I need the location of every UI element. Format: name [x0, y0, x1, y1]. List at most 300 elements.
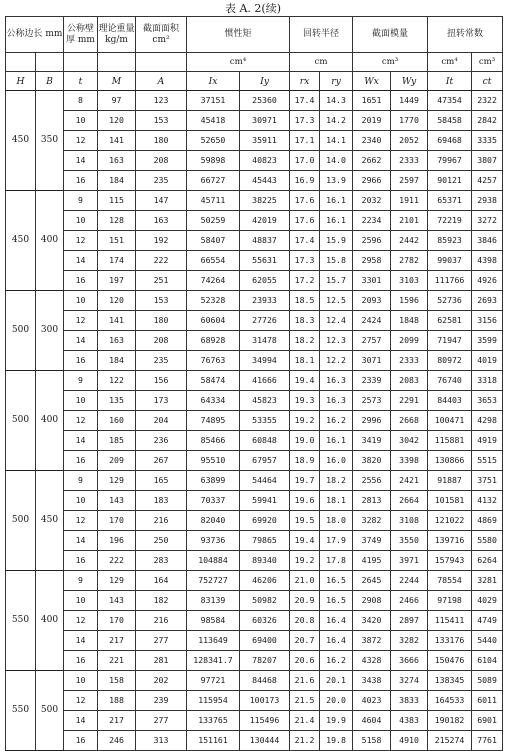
table-cell: 16.5: [320, 571, 353, 591]
table-cell: 10: [64, 671, 98, 691]
table-cell: 3301: [353, 271, 391, 291]
table-cell: 2556: [353, 471, 391, 491]
table-cell: 41666: [240, 371, 290, 391]
table-cell: 2442: [391, 231, 428, 251]
table-row: [6, 191, 503, 211]
header-unit-blank: [136, 53, 187, 72]
table-cell: 2938: [472, 191, 503, 211]
header-symbol: H: [6, 72, 36, 91]
table-cell: 3438: [353, 671, 391, 691]
table-cell: 16: [64, 551, 98, 571]
table-cell: 18.1: [290, 351, 320, 371]
table-cell: 2093: [353, 291, 391, 311]
table-cell: 9: [64, 471, 98, 491]
table-cell: 12.4: [320, 311, 353, 331]
table-cell: 3398: [391, 451, 428, 471]
table-row: [6, 471, 503, 491]
header-unit-blank: [36, 53, 64, 72]
table-cell: 3281: [472, 571, 503, 591]
table-cell: 236: [136, 431, 187, 451]
table-cell: 153: [136, 111, 187, 131]
cell-nominal-b: 350: [36, 91, 64, 191]
table-cell: 2234: [353, 211, 391, 231]
table-cell: 2466: [391, 591, 428, 611]
table-cell: 130444: [240, 731, 290, 751]
table-cell: 2101: [391, 211, 428, 231]
table-cell: 121022: [428, 511, 472, 531]
table-cell: 16: [64, 651, 98, 671]
table-cell: 34994: [240, 351, 290, 371]
table-cell: 122: [98, 371, 136, 391]
table-cell: 67957: [240, 451, 290, 471]
table-cell: 115496: [240, 711, 290, 731]
table-cell: 66554: [187, 251, 240, 271]
table-cell: 221: [98, 651, 136, 671]
table-cell: 138345: [428, 671, 472, 691]
table-cell: 12.2: [320, 351, 353, 371]
table-cell: 2244: [391, 571, 428, 591]
table-cell: 101581: [428, 491, 472, 511]
table-cell: 17.6: [290, 211, 320, 231]
table-cell: 129: [98, 571, 136, 591]
table-cell: 78554: [428, 571, 472, 591]
table-cell: 3872: [353, 631, 391, 651]
table-cell: 17.8: [320, 551, 353, 571]
table-cell: 17.3: [290, 111, 320, 131]
table-cell: 65371: [428, 191, 472, 211]
table-cell: 3846: [472, 231, 503, 251]
table-cell: 5580: [472, 531, 503, 551]
table-cell: 209: [98, 451, 136, 471]
table-cell: 83139: [187, 591, 240, 611]
cell-nominal-h: 450: [6, 191, 36, 291]
table-cell: 2032: [353, 191, 391, 211]
table-cell: 156: [136, 371, 187, 391]
table-cell: 19.3: [290, 391, 320, 411]
table-cell: 16.0: [320, 451, 353, 471]
table-cell: 50982: [240, 591, 290, 611]
table-cell: 216: [136, 611, 187, 631]
table-cell: 16.1: [320, 191, 353, 211]
table-cell: 752727: [187, 571, 240, 591]
table-cell: 10: [64, 591, 98, 611]
table-cell: 164: [136, 571, 187, 591]
table-cell: 15.8: [320, 251, 353, 271]
table-cell: 59941: [240, 491, 290, 511]
table-row: [6, 431, 503, 451]
cell-nominal-b: 450: [36, 471, 64, 571]
table-cell: 76763: [187, 351, 240, 371]
table-cell: 74264: [187, 271, 240, 291]
table-row: [6, 131, 503, 151]
table-cell: 16.1: [320, 211, 353, 231]
table-row: [6, 711, 503, 731]
cell-nominal-b: 400: [36, 571, 64, 671]
table-row: [6, 591, 503, 611]
table-cell: 14.3: [320, 91, 353, 111]
header-unit-ct: cm³: [472, 53, 503, 72]
table-cell: 16: [64, 271, 98, 291]
table-row: [6, 731, 503, 751]
table-cell: 2908: [353, 591, 391, 611]
table-cell: 5440: [472, 631, 503, 651]
cell-nominal-h: 450: [6, 91, 36, 191]
table-cell: 12: [64, 411, 98, 431]
table-cell: 5515: [472, 451, 503, 471]
header-symbol: Iy: [240, 72, 290, 91]
table-cell: 12: [64, 311, 98, 331]
table-cell: 2099: [391, 331, 428, 351]
table-cell: 222: [136, 251, 187, 271]
table-cell: 184: [98, 171, 136, 191]
table-cell: 58407: [187, 231, 240, 251]
table-cell: 143: [98, 591, 136, 611]
table-cell: 20.9: [290, 591, 320, 611]
table-cell: 163: [98, 331, 136, 351]
table-row: [6, 331, 503, 351]
table-cell: 48837: [240, 231, 290, 251]
table-cell: 2019: [353, 111, 391, 131]
table-cell: 164533: [428, 691, 472, 711]
table-row: [6, 611, 503, 631]
table-cell: 3807: [472, 151, 503, 171]
table-cell: 3419: [353, 431, 391, 451]
section-properties-table: [5, 16, 503, 751]
table-cell: 79967: [428, 151, 472, 171]
table-cell: 98584: [187, 611, 240, 631]
table-cell: 204: [136, 411, 187, 431]
table-cell: 16.5: [320, 591, 353, 611]
table-cell: 60604: [187, 311, 240, 331]
table-cell: 16: [64, 171, 98, 191]
table-cell: 84403: [428, 391, 472, 411]
header-nominal-side: 公称边长 mm: [6, 17, 64, 53]
table-cell: 235: [136, 351, 187, 371]
table-cell: 76740: [428, 371, 472, 391]
table-cell: 17.3: [290, 251, 320, 271]
table-cell: 4869: [472, 511, 503, 531]
table-cell: 141: [98, 311, 136, 331]
header-torsion-constant: 扭转常数: [428, 17, 503, 53]
cell-nominal-h: 550: [6, 671, 36, 751]
table-cell: 14.2: [320, 111, 353, 131]
table-cell: 2340: [353, 131, 391, 151]
table-row: [6, 411, 503, 431]
table-cell: 72219: [428, 211, 472, 231]
table-cell: 82040: [187, 511, 240, 531]
table-cell: 216: [136, 511, 187, 531]
table-cell: 50259: [187, 211, 240, 231]
table-row: [6, 371, 503, 391]
table-cell: 133765: [187, 711, 240, 731]
table-cell: 58458: [428, 111, 472, 131]
table-cell: 19.0: [290, 431, 320, 451]
table-cell: 45711: [187, 191, 240, 211]
table-cell: 2333: [391, 351, 428, 371]
table-cell: 85923: [428, 231, 472, 251]
table-cell: 3599: [472, 331, 503, 351]
table-cell: 4926: [472, 271, 503, 291]
table-cell: 16.9: [290, 171, 320, 191]
table-cell: 12: [64, 691, 98, 711]
table-cell: 143: [98, 491, 136, 511]
table-cell: 54464: [240, 471, 290, 491]
table-cell: 115411: [428, 611, 472, 631]
table-cell: 4257: [472, 171, 503, 191]
table-cell: 1911: [391, 191, 428, 211]
table-cell: 59898: [187, 151, 240, 171]
table-cell: 208: [136, 331, 187, 351]
table-cell: 165: [136, 471, 187, 491]
table-cell: 2996: [353, 411, 391, 431]
table-cell: 14.0: [320, 151, 353, 171]
table-cell: 85466: [187, 431, 240, 451]
table-cell: 12.5: [320, 291, 353, 311]
table-cell: 170: [98, 511, 136, 531]
table-cell: 15.7: [320, 271, 353, 291]
header-symbol: Ix: [187, 72, 240, 91]
table-cell: 18.0: [320, 511, 353, 531]
table-cell: 70337: [187, 491, 240, 511]
header-row-names: [6, 17, 503, 53]
table-cell: 133176: [428, 631, 472, 651]
table-cell: 188: [98, 691, 136, 711]
table-cell: 68928: [187, 331, 240, 351]
table-cell: 10: [64, 211, 98, 231]
table-cell: 120: [98, 291, 136, 311]
table-cell: 37151: [187, 91, 240, 111]
table-cell: 64334: [187, 391, 240, 411]
table-cell: 111766: [428, 271, 472, 291]
table-cell: 19.8: [320, 731, 353, 751]
table-cell: 115881: [428, 431, 472, 451]
table-cell: 31478: [240, 331, 290, 351]
table-cell: 78207: [240, 651, 290, 671]
table-cell: 3420: [353, 611, 391, 631]
table-cell: 97: [98, 91, 136, 111]
table-cell: 170: [98, 611, 136, 631]
table-cell: 1770: [391, 111, 428, 131]
table-cell: 60326: [240, 611, 290, 631]
table-cell: 16.1: [320, 431, 353, 451]
table-row: [6, 491, 503, 511]
table-cell: 18.1: [320, 491, 353, 511]
table-cell: 6011: [472, 691, 503, 711]
table-cell: 130866: [428, 451, 472, 471]
table-cell: 8: [64, 91, 98, 111]
table-cell: 208: [136, 151, 187, 171]
table-cell: 71947: [428, 331, 472, 351]
table-cell: 139716: [428, 531, 472, 551]
table-cell: 53355: [240, 411, 290, 431]
table-cell: 3156: [472, 311, 503, 331]
table-cell: 2668: [391, 411, 428, 431]
table-cell: 128: [98, 211, 136, 231]
table-cell: 4919: [472, 431, 503, 451]
table-row: [6, 651, 503, 671]
table-cell: 21.4: [290, 711, 320, 731]
table-cell: 151: [98, 231, 136, 251]
table-cell: 20.8: [290, 611, 320, 631]
table-row: [6, 351, 503, 371]
table-cell: 45823: [240, 391, 290, 411]
table-cell: 2333: [391, 151, 428, 171]
table-cell: 10: [64, 391, 98, 411]
table-cell: 17.4: [290, 231, 320, 251]
table-cell: 69920: [240, 511, 290, 531]
table-cell: 17.2: [290, 271, 320, 291]
table-cell: 2291: [391, 391, 428, 411]
table-cell: 281: [136, 651, 187, 671]
table-cell: 3550: [391, 531, 428, 551]
table-cell: 2596: [353, 231, 391, 251]
table-cell: 3971: [391, 551, 428, 571]
table-cell: 157943: [428, 551, 472, 571]
table-cell: 52736: [428, 291, 472, 311]
table-row: [6, 151, 503, 171]
table-cell: 222: [98, 551, 136, 571]
table-cell: 14: [64, 711, 98, 731]
header-unit-inertia: cm⁴: [187, 53, 290, 72]
table-cell: 9: [64, 571, 98, 591]
table-cell: 4604: [353, 711, 391, 731]
table-cell: 4383: [391, 711, 428, 731]
table-cell: 21.6: [290, 671, 320, 691]
table-cell: 202: [136, 671, 187, 691]
table-cell: 6104: [472, 651, 503, 671]
table-cell: 128341.7: [187, 651, 240, 671]
header-symbol: rx: [290, 72, 320, 91]
table-cell: 196: [98, 531, 136, 551]
table-cell: 129: [98, 471, 136, 491]
table-row: [6, 211, 503, 231]
table-cell: 38225: [240, 191, 290, 211]
cell-nominal-b: 400: [36, 371, 64, 471]
cell-nominal-b: 300: [36, 291, 64, 371]
table-cell: 3071: [353, 351, 391, 371]
header-symbol: ry: [320, 72, 353, 91]
header-unit-blank: [6, 53, 36, 72]
table-row: [6, 671, 503, 691]
header-row-symbols: [6, 72, 503, 91]
table-cell: 2662: [353, 151, 391, 171]
table-cell: 1848: [391, 311, 428, 331]
table-cell: 3751: [472, 471, 503, 491]
cell-nominal-h: 500: [6, 371, 36, 471]
table-cell: 3749: [353, 531, 391, 551]
table-cell: 5089: [472, 671, 503, 691]
table-cell: 19.9: [320, 711, 353, 731]
table-cell: 95510: [187, 451, 240, 471]
header-moment-of-inertia: 惯性矩: [187, 17, 290, 53]
table-cell: 10: [64, 111, 98, 131]
table-cell: 3653: [472, 391, 503, 411]
table-cell: 2339: [353, 371, 391, 391]
header-unit-blank: [64, 53, 98, 72]
table-cell: 123: [136, 91, 187, 111]
table-cell: 3318: [472, 371, 503, 391]
table-row: [6, 231, 503, 251]
table-cell: 45443: [240, 171, 290, 191]
table-cell: 12: [64, 611, 98, 631]
table-cell: 153: [136, 291, 187, 311]
table-cell: 100173: [240, 691, 290, 711]
header-unit-modulus: cm³: [353, 53, 428, 72]
table-cell: 16: [64, 731, 98, 751]
table-cell: 2083: [391, 371, 428, 391]
table-cell: 19.7: [290, 471, 320, 491]
table-cell: 14: [64, 531, 98, 551]
table-cell: 180: [136, 311, 187, 331]
table-row: [6, 691, 503, 711]
table-cell: 12: [64, 511, 98, 531]
table-cell: 2664: [391, 491, 428, 511]
table-cell: 14: [64, 251, 98, 271]
table-cell: 19.4: [290, 531, 320, 551]
table-cell: 12: [64, 231, 98, 251]
table-cell: 3042: [391, 431, 428, 451]
table-cell: 7761: [472, 731, 503, 751]
table-cell: 10: [64, 491, 98, 511]
cell-nominal-h: 500: [6, 291, 36, 371]
table-cell: 19.2: [290, 411, 320, 431]
header-symbol: A: [136, 72, 187, 91]
table-cell: 4328: [353, 651, 391, 671]
table-cell: 182: [136, 591, 187, 611]
table-cell: 2966: [353, 171, 391, 191]
table-cell: 18.3: [290, 311, 320, 331]
table-row: [6, 111, 503, 131]
header-unit-it: cm⁴: [428, 53, 472, 72]
table-cell: 16.4: [320, 631, 353, 651]
table-cell: 20.0: [320, 691, 353, 711]
table-cell: 100471: [428, 411, 472, 431]
table-cell: 158: [98, 671, 136, 691]
table-cell: 20.7: [290, 631, 320, 651]
table-cell: 16.3: [320, 371, 353, 391]
table-cell: 192: [136, 231, 187, 251]
table-cell: 3103: [391, 271, 428, 291]
table-cell: 46206: [240, 571, 290, 591]
table-cell: 1651: [353, 91, 391, 111]
table-cell: 1596: [391, 291, 428, 311]
table-cell: 84468: [240, 671, 290, 691]
table-cell: 197: [98, 271, 136, 291]
table-cell: 3282: [391, 631, 428, 651]
table-cell: 69400: [240, 631, 290, 651]
table-cell: 45418: [187, 111, 240, 131]
table-cell: 16.2: [320, 651, 353, 671]
table-cell: 52328: [187, 291, 240, 311]
table-cell: 6901: [472, 711, 503, 731]
table-cell: 21.0: [290, 571, 320, 591]
table-row: [6, 291, 503, 311]
table-cell: 4298: [472, 411, 503, 431]
table-cell: 2645: [353, 571, 391, 591]
table-cell: 18.2: [320, 471, 353, 491]
table-cell: 90121: [428, 171, 472, 191]
table-cell: 250: [136, 531, 187, 551]
header-section-modulus: 截面模量: [353, 17, 428, 53]
cell-nominal-b: 500: [36, 671, 64, 751]
table-cell: 135: [98, 391, 136, 411]
table-row: [6, 531, 503, 551]
table-cell: 62055: [240, 271, 290, 291]
table-cell: 20.6: [290, 651, 320, 671]
table-cell: 217: [98, 711, 136, 731]
table-cell: 246: [98, 731, 136, 751]
table-cell: 19.4: [290, 371, 320, 391]
